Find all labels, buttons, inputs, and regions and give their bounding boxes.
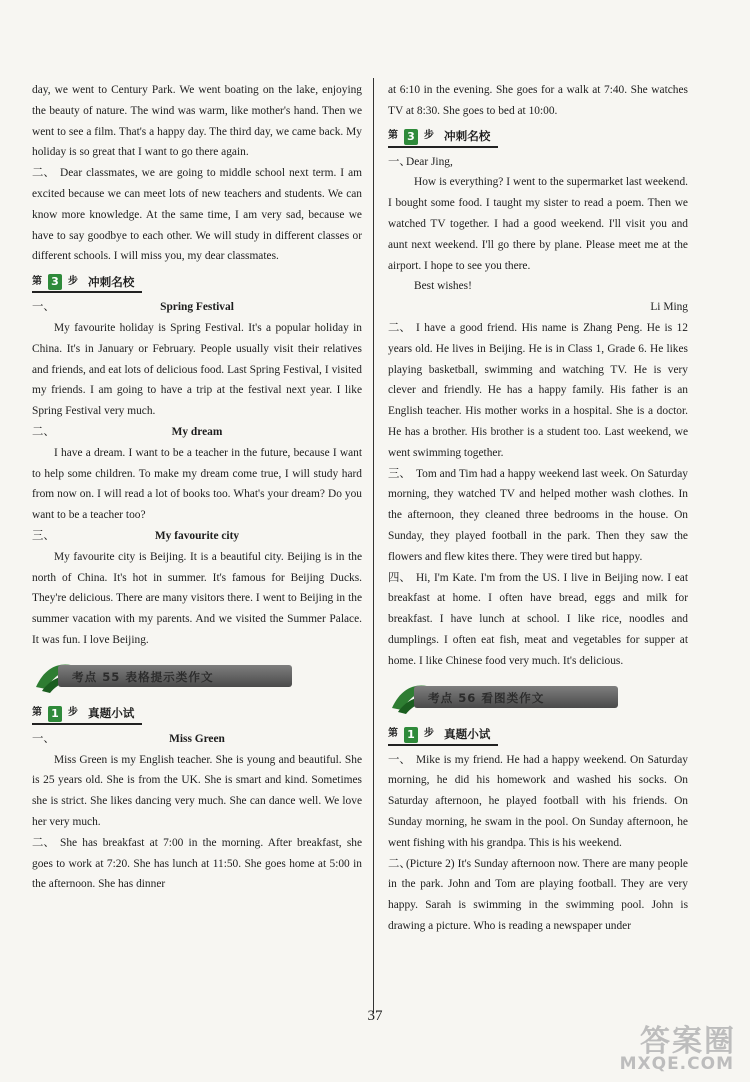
- paragraph-text: How is everything? I went to the supermarket last weekend. I bought some food. I taught my sister to read a poem. Then we watched TV together. I had a good weekend. I'll visit you and aunt next weekend. I'll go there by plane. Please meet me at the airport. I hope to see you there.: [388, 176, 688, 272]
- closing-text: Best wishes!: [414, 280, 472, 293]
- section-title: 真题小试: [444, 727, 491, 742]
- essay-title: Spring Festival: [160, 301, 234, 314]
- item-label: 二、: [32, 425, 55, 438]
- item-label: 一、: [388, 155, 411, 168]
- paragraph: day, we went to Century Park. We went boating on the lake, enjoying the beauty of nature. The wind was warm, like mother's hand. Then we went to see a film. That's a happy day. The third day, we came back. My holiday is so great that I want to go there again.: [32, 84, 362, 159]
- watermark-text: 答案圈: [640, 1024, 736, 1059]
- step-number-badge: 3: [404, 129, 418, 145]
- paragraph: [32, 547, 362, 651]
- paragraph-text: Miss Green is my English teacher. She is young and beautiful. She is 25 years old. She is from the UK. She is smart and kind. Sometimes she is strict. She likes dancing very much. She can dance well. We love her very much.: [32, 753, 362, 828]
- essay-title: My dream: [171, 425, 223, 438]
- paragraph: at 6:10 in the evening. She goes for a walk at 7:40. She watches TV at 8:30. She goes to bed at 10:00.: [388, 84, 688, 117]
- essay-title: Miss Green: [169, 732, 225, 745]
- paragraph: [388, 568, 688, 672]
- item-label: 一、: [32, 301, 55, 314]
- letter-greeting: [388, 152, 688, 173]
- paragraph-text: I have a dream. I want to be a teacher in the future, because I want to help some children. To make my dream come true, I will study hard from now on. I will read a lot of books too. What's your dream? Do you want to be a teacher too?: [32, 446, 362, 522]
- step-prefix: 第: [32, 275, 42, 287]
- step-suffix: 步: [68, 275, 78, 287]
- paragraph-text: I have a good friend. His name is Zhang Peng. He is 12 years old. He lives in Beijing. He is in Class 1, Grade 6. He likes playing basketball, swimming and watching TV. He is very clever and friendly. He has a happy family. His father is an English teacher. His mother works in a hospital. She is a doctor. He has a brother. His brother is a student too. Last weekend, we went swimming together.: [388, 321, 688, 459]
- letter-closing: [388, 276, 688, 297]
- right-column: [388, 80, 688, 937]
- left-column: [32, 80, 362, 895]
- essay-title: My favourite city: [154, 529, 240, 542]
- item-label: 四、: [388, 571, 411, 584]
- step-suffix: 步: [68, 707, 78, 719]
- item-label: 二、: [32, 836, 55, 849]
- topic-banner: [32, 657, 362, 693]
- paragraph-text: Hi, I'm Kate. I'm from the US. I live in Beijing now. I eat breakfast at home. I often have bread, eggs and milk for breakfast. I have lunch at school. I like rice, noodles and dumplings. I often eat fish, meat and vegetables for supper at home. I like Chinese food very much. It's delicious.: [388, 571, 688, 667]
- paragraph-text: Dear classmates, we are going to middle school next term. I am excited because we can meet lots of new teachers and students. We can know more knowledge. At the same time, I am very sad, because we have to say goodbye to each other. We will study in different classes or different schools. I will miss you, my dear classmates.: [32, 167, 362, 263]
- item-label: 二、: [32, 167, 55, 180]
- paragraph: [388, 464, 688, 568]
- item-label: 二、: [388, 321, 411, 334]
- topic-banner: [388, 678, 688, 714]
- banner-title: 考点 56 看图类作文: [428, 690, 545, 705]
- paragraph-text: (Picture 2) It's Sunday afternoon now. There are many people in the park. John and Tom are playing football. They are very happy. Sarah is swimming in the swimming pool. John is drawing a picture. Who is reading a newspaper under: [388, 857, 688, 932]
- paragraph: [388, 318, 688, 464]
- item-label: 三、: [32, 529, 55, 542]
- paragraph: [32, 750, 362, 833]
- letter-signature: Li Ming: [650, 301, 688, 314]
- item-label: 一、: [32, 732, 55, 745]
- page-number: 37: [367, 1008, 383, 1024]
- step-number-badge: 1: [404, 727, 418, 743]
- banner-title: 考点 55 表格提示类作文: [72, 669, 214, 684]
- column-divider: [373, 78, 374, 1013]
- paragraph-text: Tom and Tim had a happy weekend last week. On Saturday morning, they watched TV and helped mother wash clothes. In the afternoon, they cleaned three bedrooms in the house. On Sunday, they played football in the park. Then they saw the flowers and flew kites there. They were tired but happy.: [388, 467, 688, 563]
- watermark-url: MXQE.COM: [619, 1054, 734, 1074]
- site-watermark-logo: [590, 1014, 740, 1074]
- step-prefix: 第: [388, 130, 398, 142]
- paragraph-text: Mike is my friend. He had a happy weekend. On Saturday morning, he did his homework and washed his socks. On Saturday afternoon, he played football with his friends. On Sunday morning, he swam in the pool. On Sunday afternoon, he went fishing with his grandpa. This is his weekend.: [388, 753, 688, 849]
- step-suffix: 步: [424, 130, 434, 142]
- step-prefix: 第: [388, 728, 398, 740]
- paragraph: [32, 833, 362, 895]
- paragraph-text: My favourite city is Beijing. It is a beautiful city. Beijing is in the north of China. It's hot in summer. It's famous for Beijing Ducks. They're delicious. There are many visitors there. I went to Beijing in the summer vacation with my parents. And we visited the Summer Palace. It was fun. I love Beijing.: [32, 550, 362, 646]
- section-title: 真题小试: [88, 706, 135, 721]
- paragraph: [388, 854, 688, 937]
- section-header-step1: [388, 722, 688, 748]
- item-label: 二、: [388, 857, 411, 870]
- section-header-step3: [388, 124, 688, 150]
- item-label: 一、: [388, 753, 411, 766]
- step-suffix: 步: [424, 728, 434, 740]
- paragraph: [32, 443, 362, 526]
- step-prefix: 第: [32, 707, 42, 719]
- greeting-text: Dear Jing,: [406, 155, 453, 168]
- paragraph: [32, 163, 362, 267]
- step-number-badge: 1: [48, 706, 62, 722]
- paragraph: [388, 172, 688, 276]
- section-title: 冲刺名校: [88, 274, 135, 289]
- paragraph-text: My favourite holiday is Spring Festival. It's a popular holiday in China. It's in January or February. People usually visit their relatives and friends, and eat lots of delicious food. Last Spring Festival, I visited my friends. I am going to have a trip at the festival next year. I like Spring Festival very much.: [32, 321, 362, 418]
- item-label: 三、: [388, 467, 411, 480]
- paragraph: [388, 750, 688, 854]
- step-number-badge: 3: [48, 274, 62, 290]
- section-title: 冲刺名校: [444, 129, 491, 144]
- paragraph: [32, 318, 362, 422]
- paragraph-text: She has breakfast at 7:00 in the morning. After breakfast, she goes to work at 7:20. She has lunch at 11:50. She goes home at 5:00 in the afternoon. She has dinner: [32, 836, 362, 891]
